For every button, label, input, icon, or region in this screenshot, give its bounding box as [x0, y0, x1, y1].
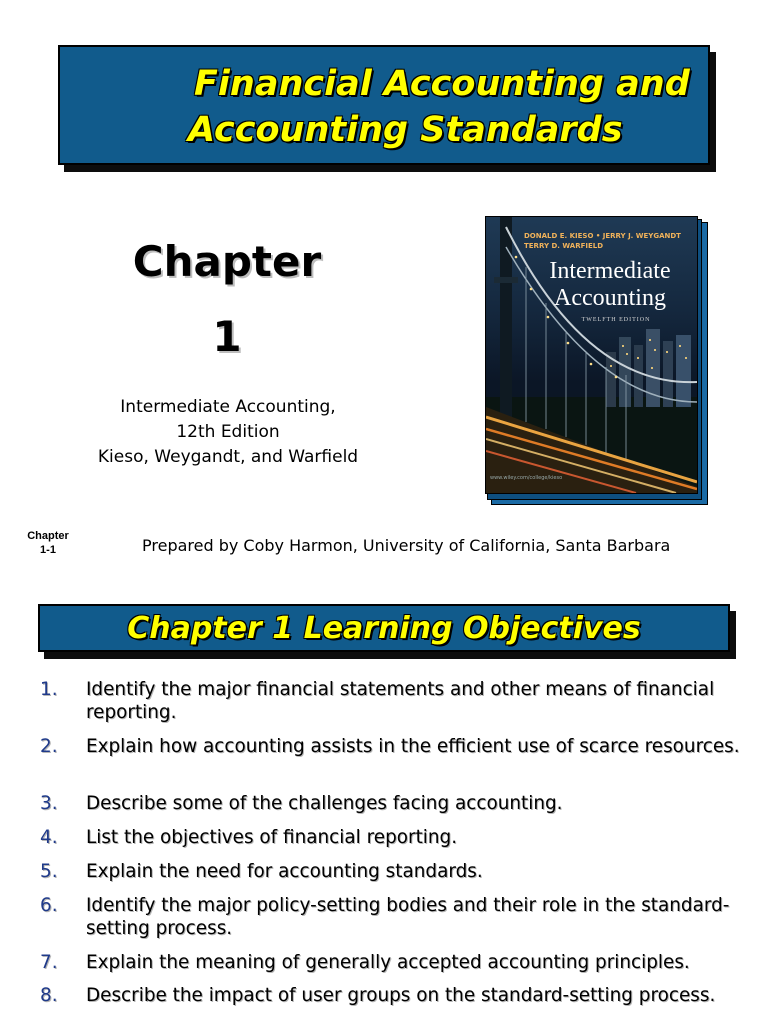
footer-page-number: 1-1 — [40, 544, 56, 556]
objective-text: Explain how accounting assists in the efficient use of scarce resources. — [86, 736, 740, 757]
cover-title-line2: Accounting — [554, 285, 666, 311]
objective-text: Describe some of the challenges facing accounting. — [86, 793, 563, 814]
slide-title-line2: Accounting Standards — [188, 110, 623, 150]
book-info — [60, 395, 396, 470]
objective-number: 7. — [40, 952, 58, 973]
objective-number: 6. — [40, 895, 58, 916]
objective-number: 3. — [40, 793, 58, 814]
slide-title-line1: Financial Accounting and — [194, 64, 690, 104]
chapter-number: 1 — [212, 312, 242, 361]
prepared-by: Prepared by Coby Harmon, University of California, Santa Barbara — [142, 536, 671, 555]
objective-text: List the objectives of financial reporting. — [86, 827, 458, 848]
footer-chapter-label: Chapter — [27, 530, 69, 542]
cover-authors-line1: DONALD E. KIESO • JERRY J. WEYGANDT — [524, 232, 681, 240]
objectives-title: Chapter 1 Learning Objectives — [127, 611, 641, 646]
objective-number: 1. — [40, 679, 58, 700]
slide-footer-page — [18, 529, 78, 557]
cover-authors-line2: TERRY D. WARFIELD — [524, 242, 604, 250]
book-authors: Kieso, Weygandt, and Warfield — [97, 447, 359, 467]
objective-text: Identify the major financial statements and other means of financial reporting. — [86, 679, 715, 723]
objectives-banner — [38, 604, 730, 652]
book-title: Intermediate Accounting, — [120, 397, 336, 417]
book-cover-image — [485, 216, 698, 494]
objective-text: Identify the major policy-setting bodies and their role in the standard-setting process. — [86, 895, 730, 939]
objective-number: 8. — [40, 985, 58, 1006]
objective-text: Describe the impact of user groups on the standard-setting process. — [86, 985, 716, 1006]
cover-title-line1: Intermediate — [549, 258, 671, 284]
objective-text: Explain the need for accounting standards. — [86, 861, 483, 882]
objective-number: 2. — [40, 736, 58, 757]
objective-number: 5. — [40, 861, 58, 882]
cover-edition: TWELFTH EDITION — [581, 317, 651, 323]
cover-authors — [524, 231, 696, 251]
book-edition: 12th Edition — [176, 422, 280, 442]
title-banner — [58, 45, 710, 165]
chapter-label: Chapter — [132, 237, 322, 286]
objective-number: 4. — [40, 827, 58, 848]
cover-url: www.wiley.com/college/kieso — [490, 475, 563, 481]
objective-text: Explain the meaning of generally accepted accounting principles. — [86, 952, 690, 973]
